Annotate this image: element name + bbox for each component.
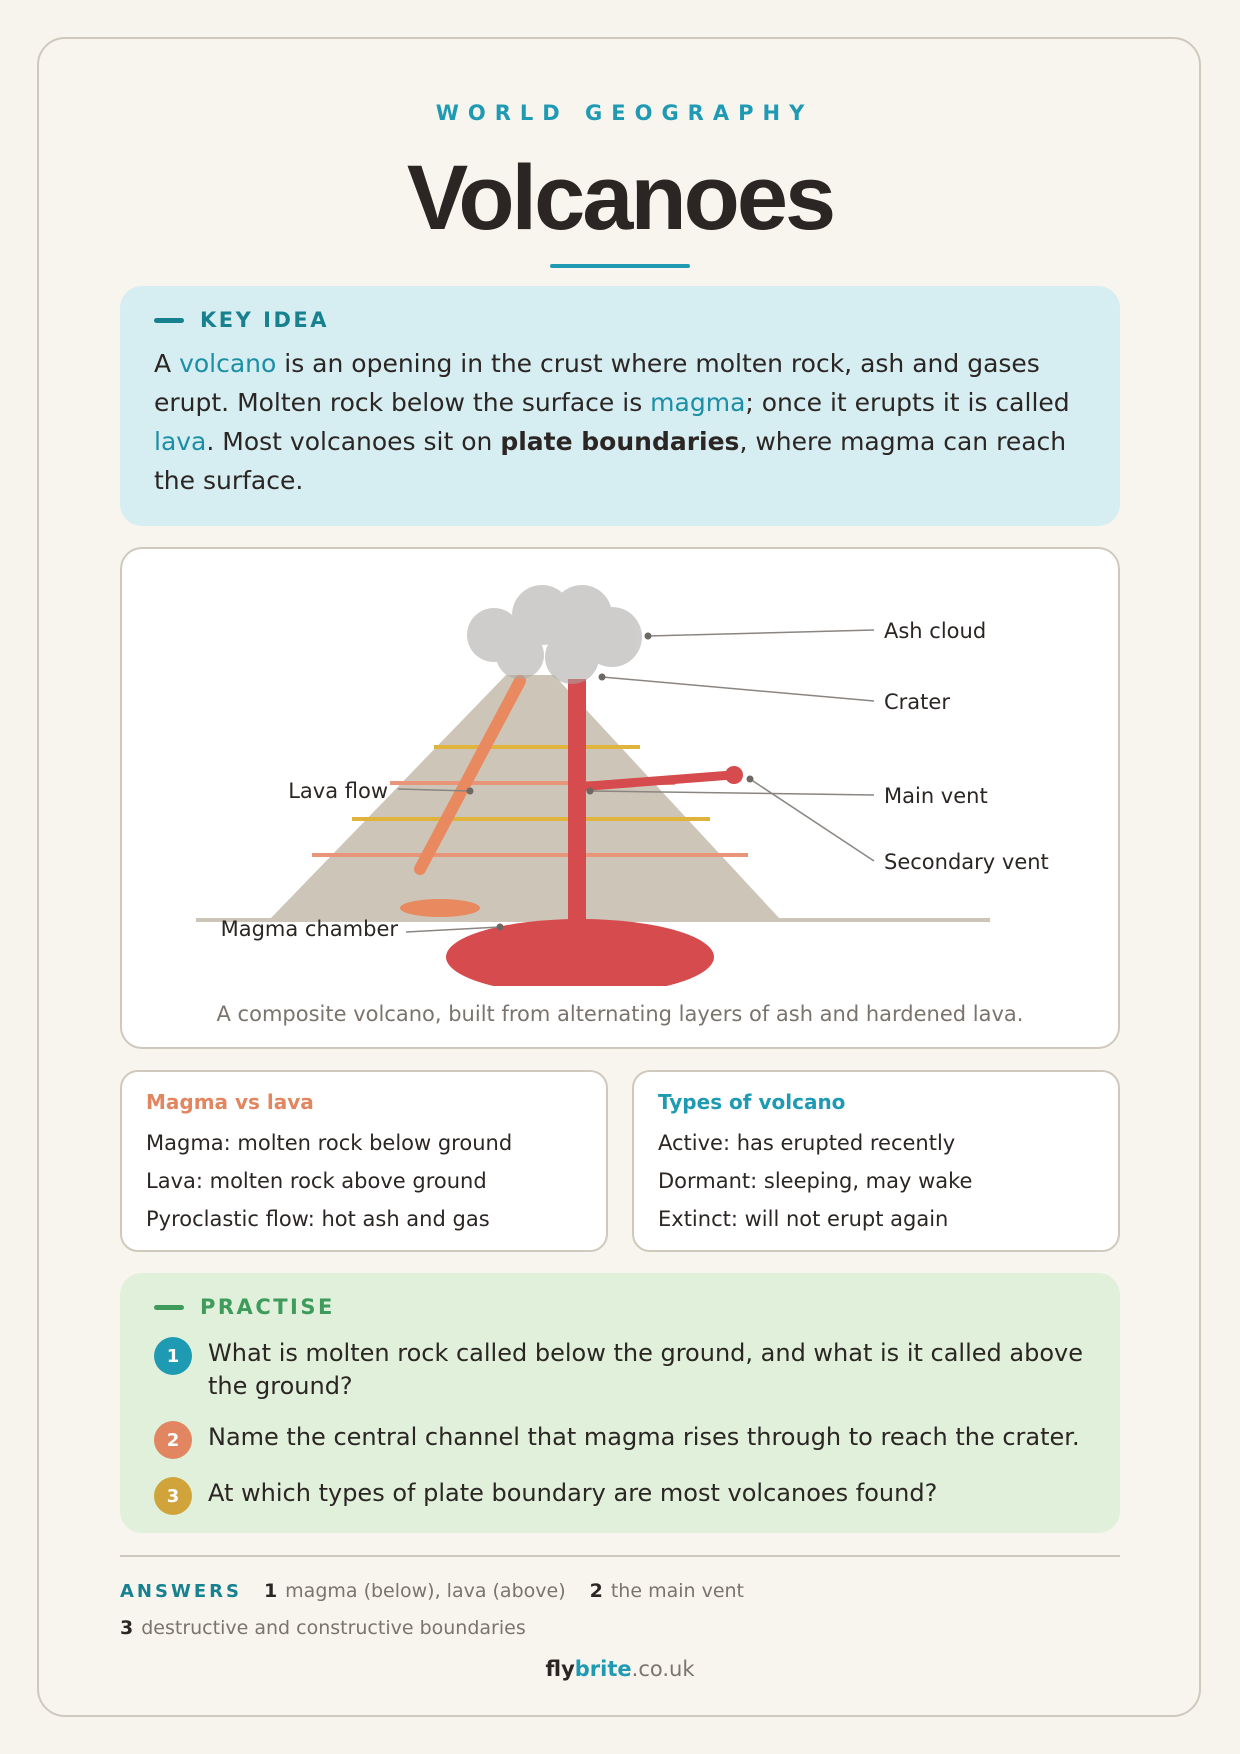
- label-main-vent: Main vent: [884, 784, 988, 808]
- card-title: Types of volcano: [658, 1090, 846, 1114]
- key-text-part: A: [154, 349, 180, 378]
- term-volcano: volcano: [179, 349, 277, 378]
- card-title: Magma vs lava: [146, 1090, 314, 1114]
- key-text-part: , where magma can reach the surface.: [154, 427, 1067, 495]
- practise-heading: [154, 1295, 1086, 1319]
- title-underline: [550, 264, 690, 268]
- number-badge: 2: [154, 1421, 192, 1459]
- dash-icon: [154, 1305, 184, 1310]
- answer-number: 1: [263, 1580, 278, 1602]
- answer-number: 3: [120, 1617, 134, 1639]
- diagram-caption: A composite volcano, built from alternating layers of ash and hardened lava.: [216, 1002, 1024, 1026]
- leader-dot: [645, 633, 652, 640]
- answer-text: the main vent: [610, 1580, 745, 1602]
- volcano-illustration: [122, 549, 1118, 999]
- ash-puff: [496, 631, 544, 679]
- number-badge: 1: [154, 1337, 192, 1375]
- leader-dot: [497, 924, 504, 931]
- question-text: At which types of plate boundary are most volcanoes found?: [208, 1479, 938, 1507]
- leader-line-secondary-vent: [750, 779, 874, 861]
- brand-brite: brite: [574, 1657, 632, 1681]
- answer-text: destructive and constructive boundaries: [141, 1617, 526, 1639]
- question-text: What is molten rock called below the ground, and what is it called above the ground?: [208, 1339, 1083, 1400]
- key-text-part: ; once it erupts it is called: [745, 388, 1070, 417]
- key-idea-heading-text: KEY IDEA: [200, 308, 329, 332]
- key-idea-heading: [154, 308, 1086, 332]
- secondary-vent-opening: [725, 766, 743, 784]
- answer-text: magma (below), lava (above): [285, 1580, 566, 1602]
- answers-section: [120, 1573, 1120, 1647]
- question-3: [154, 1477, 1086, 1515]
- card-line: Extinct: will not erupt again: [658, 1207, 949, 1231]
- answers-divider: [120, 1555, 1120, 1557]
- types-of-volcano-card: [632, 1070, 1120, 1252]
- leader-dot: [599, 674, 606, 681]
- card-line: Dormant: sleeping, may wake: [658, 1169, 973, 1193]
- main-vent-shape: [568, 679, 586, 937]
- key-idea-text: [154, 344, 1086, 500]
- brand-fly: fly: [545, 1657, 575, 1681]
- card-line: Lava: molten rock above ground: [146, 1169, 487, 1193]
- practise-panel: [120, 1273, 1120, 1533]
- subject-eyebrow: WORLD GEOGRAPHY: [435, 101, 814, 125]
- answers-heading: ANSWERS: [120, 1581, 242, 1602]
- question-1: [154, 1337, 1086, 1403]
- page-title: Volcanoes: [406, 147, 834, 249]
- leader-line-crater: [602, 677, 874, 701]
- practise-heading-text: PRACTISE: [200, 1295, 335, 1319]
- leader-line-ash-cloud: [648, 630, 874, 636]
- label-secondary-vent: Secondary vent: [884, 850, 1049, 874]
- lava-pool: [400, 899, 480, 917]
- volcano-diagram: [120, 547, 1120, 1049]
- term-lava: lava: [154, 427, 207, 456]
- answer-number: 2: [589, 1580, 603, 1602]
- ash-puff: [545, 630, 599, 684]
- brand-footer: [0, 1657, 1240, 1681]
- label-lava-flow: Lava flow: [288, 779, 388, 803]
- answers-row-2: [120, 1610, 1120, 1647]
- key-text-part: is an opening in the crust where molten rock, ash and gases erupt. Molten rock below the surface is: [154, 349, 1040, 417]
- term-plate-boundaries: plate boundaries: [500, 427, 740, 456]
- card-line: Pyroclastic flow: hot ash and gas: [146, 1207, 490, 1231]
- card-line: Magma: molten rock below ground: [146, 1131, 513, 1155]
- key-idea-panel: [120, 286, 1120, 526]
- label-magma-chamber: Magma chamber: [220, 917, 398, 941]
- question-text: Name the central channel that magma rises through to reach the crater.: [208, 1423, 1080, 1451]
- label-ash-cloud: Ash cloud: [884, 619, 987, 643]
- number-badge: 3: [154, 1477, 192, 1515]
- brand-domain: .co.uk: [631, 1657, 695, 1681]
- leader-dot: [467, 788, 474, 795]
- leader-dot: [587, 788, 594, 795]
- label-crater: Crater: [884, 690, 950, 714]
- key-text-part: . Most volcanoes sit on: [206, 427, 501, 456]
- dash-icon: [154, 318, 184, 323]
- card-line: Active: has erupted recently: [658, 1131, 956, 1155]
- leader-dot: [747, 776, 754, 783]
- magma-vs-lava-card: [120, 1070, 608, 1252]
- term-magma: magma: [650, 388, 746, 417]
- question-2: [154, 1421, 1086, 1459]
- answers-row-1: [120, 1573, 1120, 1610]
